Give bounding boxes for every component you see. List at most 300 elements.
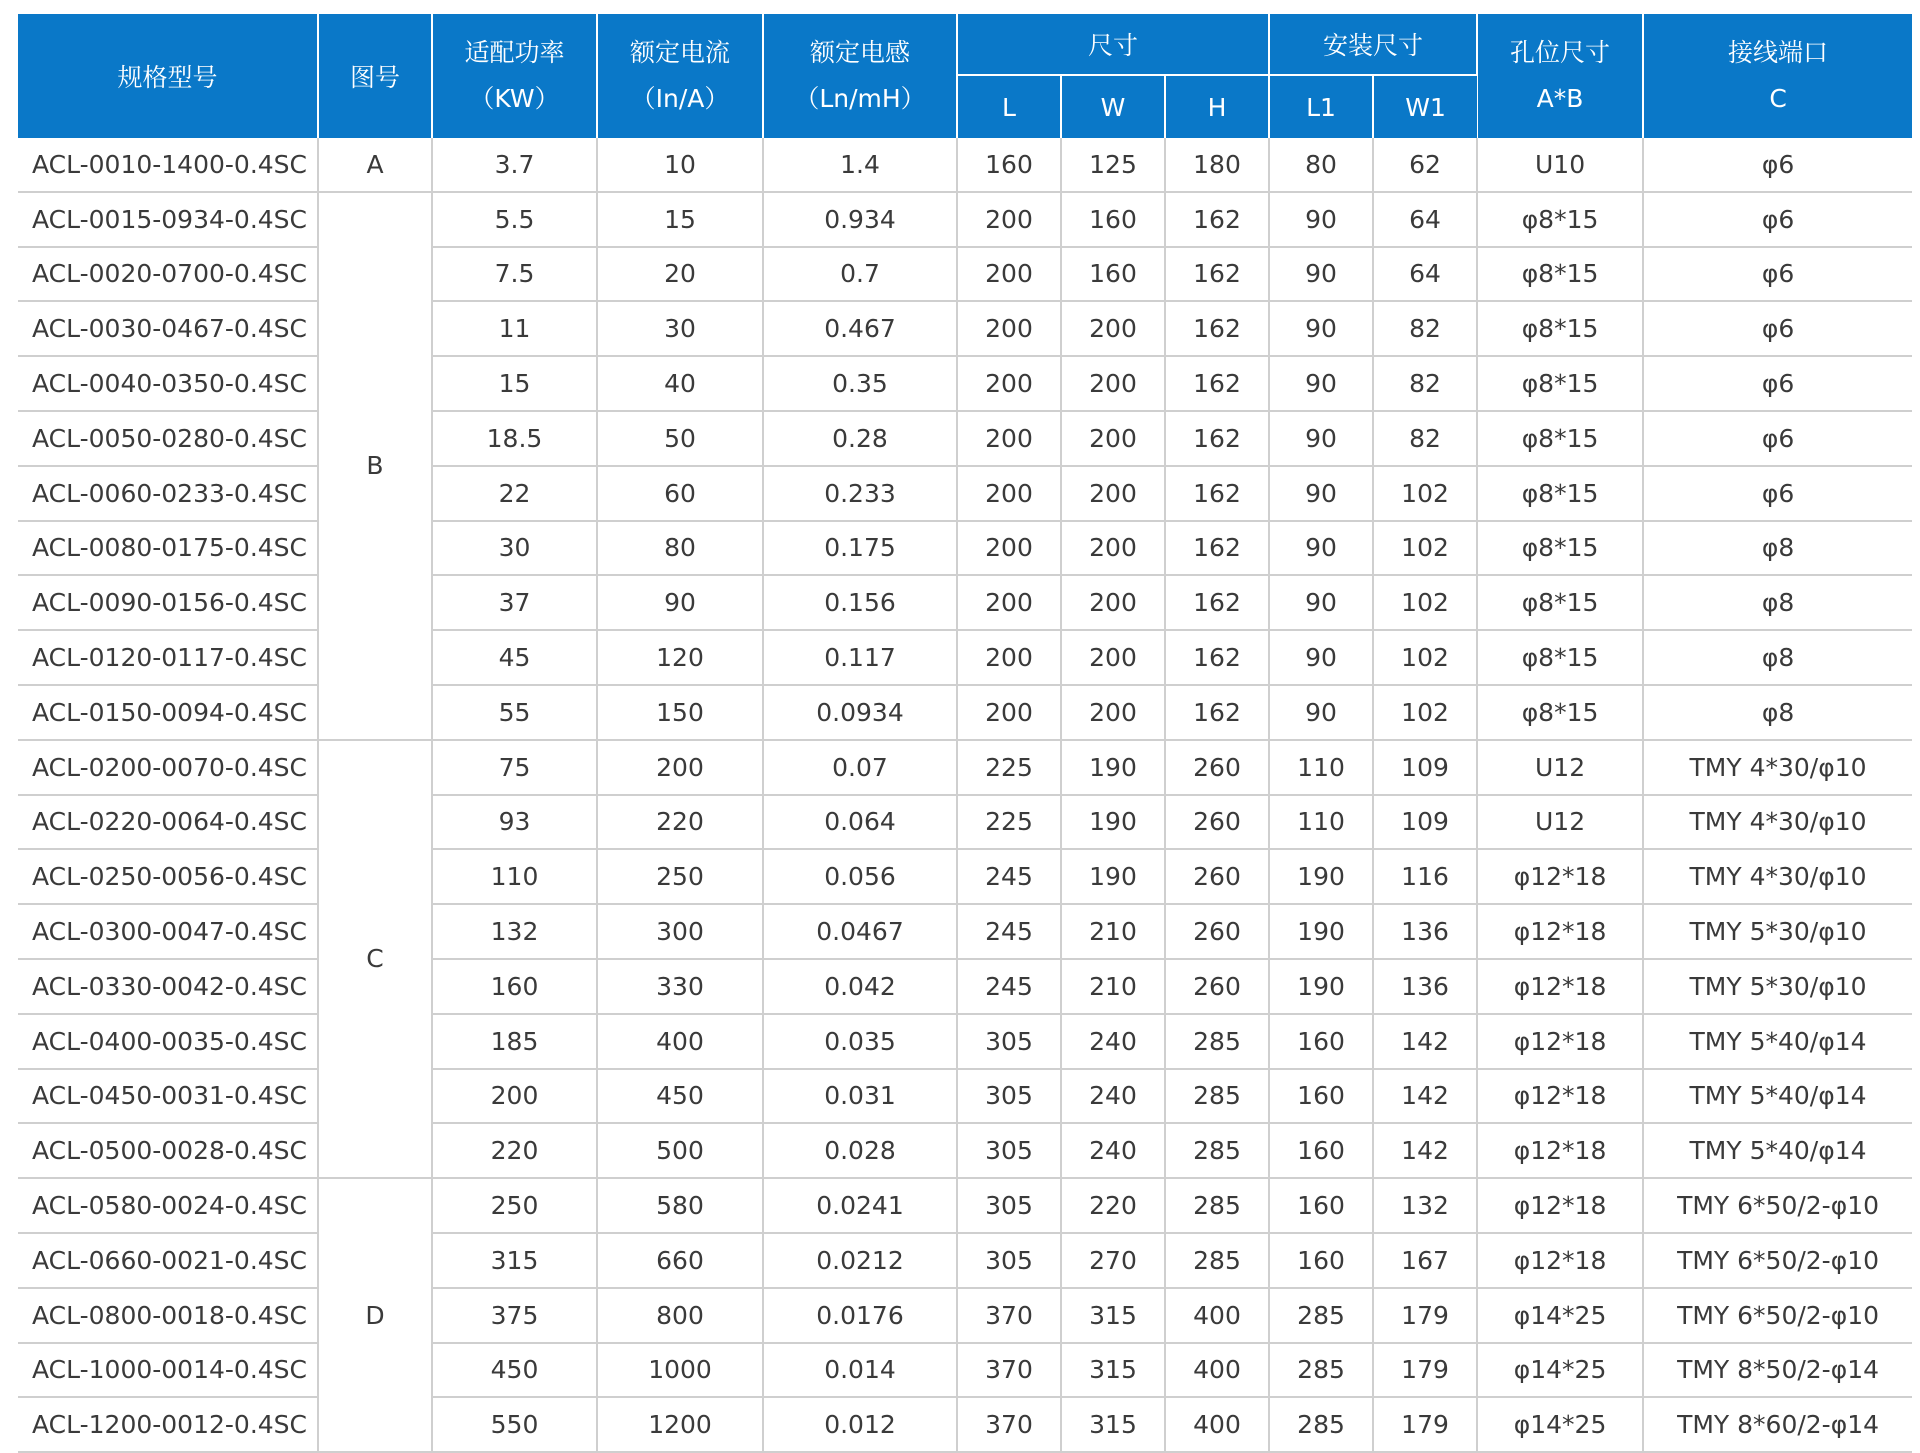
cell-terminal: TMY 5*40/φ14: [1643, 1014, 1912, 1069]
cell-install-w1: 82: [1373, 411, 1477, 466]
cell-size-w: 220: [1061, 1178, 1165, 1233]
table-row: [18, 959, 1912, 1014]
cell-power: 250: [432, 1178, 597, 1233]
cell-install-w1: 136: [1373, 904, 1477, 959]
cell-install-w1: 179: [1373, 1397, 1477, 1452]
cell-install-l1: 190: [1269, 849, 1373, 904]
cell-terminal: TMY 6*50/2-φ10: [1643, 1178, 1912, 1233]
cell-hole: φ12*18: [1477, 1069, 1643, 1124]
cell-inductance: 0.028: [763, 1123, 957, 1178]
cell-hole: φ14*25: [1477, 1288, 1643, 1343]
cell-size-w: 270: [1061, 1233, 1165, 1288]
cell-install-l1: 285: [1269, 1288, 1373, 1343]
cell-install-l1: 110: [1269, 740, 1373, 795]
cell-install-l1: 160: [1269, 1014, 1373, 1069]
cell-size-h: 285: [1165, 1014, 1269, 1069]
cell-install-w1: 102: [1373, 685, 1477, 740]
table-row: [18, 247, 1912, 302]
cell-install-l1: 160: [1269, 1123, 1373, 1178]
cell-inductance: 0.156: [763, 575, 957, 630]
table-row: [18, 740, 1912, 795]
table-body: [18, 138, 1912, 1452]
cell-size-l: 200: [957, 356, 1061, 411]
table-row: [18, 685, 1912, 740]
cell-install-l1: 285: [1269, 1397, 1373, 1452]
cell-terminal: φ8: [1643, 630, 1912, 685]
cell-install-l1: 160: [1269, 1233, 1373, 1288]
cell-model: ACL-0400-0035-0.4SC: [18, 1014, 318, 1069]
table-row: [18, 192, 1912, 247]
cell-power: 55: [432, 685, 597, 740]
cell-terminal: φ8: [1643, 521, 1912, 576]
cell-size-w: 315: [1061, 1397, 1165, 1452]
cell-size-h: 162: [1165, 411, 1269, 466]
header-size-w: W: [1061, 75, 1165, 138]
cell-current: 80: [597, 521, 763, 576]
cell-current: 50: [597, 411, 763, 466]
cell-hole: φ8*15: [1477, 411, 1643, 466]
cell-size-h: 162: [1165, 521, 1269, 576]
cell-power: 45: [432, 630, 597, 685]
table-row: [18, 904, 1912, 959]
header-model: 规格型号: [18, 14, 318, 138]
header-install: 安装尺寸: [1269, 14, 1477, 75]
cell-model: ACL-1000-0014-0.4SC: [18, 1343, 318, 1398]
cell-size-h: 260: [1165, 904, 1269, 959]
cell-hole: φ8*15: [1477, 575, 1643, 630]
cell-power: 37: [432, 575, 597, 630]
spec-table-container: [18, 14, 1912, 1453]
cell-install-l1: 110: [1269, 795, 1373, 850]
cell-figure: B: [318, 192, 432, 740]
cell-size-h: 162: [1165, 356, 1269, 411]
cell-install-l1: 90: [1269, 575, 1373, 630]
cell-power: 110: [432, 849, 597, 904]
cell-terminal: φ6: [1643, 301, 1912, 356]
cell-power: 185: [432, 1014, 597, 1069]
spec-table: [18, 14, 1912, 1453]
cell-install-w1: 102: [1373, 521, 1477, 576]
cell-terminal: TMY 5*40/φ14: [1643, 1123, 1912, 1178]
cell-size-h: 400: [1165, 1343, 1269, 1398]
cell-install-w1: 109: [1373, 740, 1477, 795]
cell-terminal: φ8: [1643, 685, 1912, 740]
cell-inductance: 0.28: [763, 411, 957, 466]
cell-size-w: 240: [1061, 1014, 1165, 1069]
cell-model: ACL-0250-0056-0.4SC: [18, 849, 318, 904]
cell-install-w1: 116: [1373, 849, 1477, 904]
cell-size-w: 315: [1061, 1288, 1165, 1343]
cell-size-l: 200: [957, 685, 1061, 740]
cell-terminal: TMY 5*40/φ14: [1643, 1069, 1912, 1124]
cell-inductance: 0.035: [763, 1014, 957, 1069]
cell-size-l: 200: [957, 630, 1061, 685]
header-install-w1: W1: [1373, 75, 1477, 138]
cell-model: ACL-0450-0031-0.4SC: [18, 1069, 318, 1124]
table-row: [18, 575, 1912, 630]
cell-size-h: 162: [1165, 301, 1269, 356]
cell-power: 5.5: [432, 192, 597, 247]
cell-size-w: 200: [1061, 466, 1165, 521]
cell-hole: φ8*15: [1477, 630, 1643, 685]
cell-terminal: φ6: [1643, 356, 1912, 411]
cell-current: 40: [597, 356, 763, 411]
table-row: [18, 356, 1912, 411]
cell-terminal: φ6: [1643, 247, 1912, 302]
cell-current: 250: [597, 849, 763, 904]
cell-size-l: 200: [957, 575, 1061, 630]
cell-current: 30: [597, 301, 763, 356]
header-size-l: L: [957, 75, 1061, 138]
cell-model: ACL-1200-0012-0.4SC: [18, 1397, 318, 1452]
cell-hole: U12: [1477, 795, 1643, 850]
cell-install-w1: 64: [1373, 247, 1477, 302]
cell-size-l: 200: [957, 411, 1061, 466]
cell-size-l: 225: [957, 740, 1061, 795]
cell-inductance: 0.7: [763, 247, 957, 302]
cell-size-l: 200: [957, 521, 1061, 576]
cell-terminal: TMY 5*30/φ10: [1643, 904, 1912, 959]
cell-size-l: 305: [957, 1178, 1061, 1233]
cell-hole: φ12*18: [1477, 849, 1643, 904]
cell-hole: φ8*15: [1477, 356, 1643, 411]
cell-model: ACL-0660-0021-0.4SC: [18, 1233, 318, 1288]
cell-size-h: 162: [1165, 466, 1269, 521]
cell-size-w: 190: [1061, 795, 1165, 850]
cell-inductance: 1.4: [763, 138, 957, 192]
header-figure: 图号: [318, 14, 432, 138]
cell-size-l: 160: [957, 138, 1061, 192]
cell-size-w: 190: [1061, 740, 1165, 795]
cell-size-w: 210: [1061, 959, 1165, 1014]
cell-inductance: 0.012: [763, 1397, 957, 1452]
cell-size-l: 200: [957, 192, 1061, 247]
cell-inductance: 0.117: [763, 630, 957, 685]
cell-terminal: φ6: [1643, 411, 1912, 466]
cell-power: 220: [432, 1123, 597, 1178]
cell-hole: φ8*15: [1477, 466, 1643, 521]
cell-power: 18.5: [432, 411, 597, 466]
cell-install-w1: 167: [1373, 1233, 1477, 1288]
cell-size-h: 285: [1165, 1233, 1269, 1288]
cell-terminal: TMY 8*50/2-φ14: [1643, 1343, 1912, 1398]
cell-inductance: 0.175: [763, 521, 957, 576]
cell-size-h: 162: [1165, 192, 1269, 247]
table-row: [18, 849, 1912, 904]
cell-model: ACL-0150-0094-0.4SC: [18, 685, 318, 740]
cell-install-w1: 179: [1373, 1288, 1477, 1343]
cell-install-w1: 102: [1373, 466, 1477, 521]
cell-install-l1: 160: [1269, 1069, 1373, 1124]
cell-install-w1: 102: [1373, 575, 1477, 630]
cell-inductance: 0.056: [763, 849, 957, 904]
header-install-l1: L1: [1269, 75, 1373, 138]
cell-size-l: 245: [957, 849, 1061, 904]
cell-install-w1: 102: [1373, 630, 1477, 685]
cell-size-h: 260: [1165, 795, 1269, 850]
cell-terminal: φ6: [1643, 138, 1912, 192]
cell-install-l1: 190: [1269, 959, 1373, 1014]
cell-install-w1: 136: [1373, 959, 1477, 1014]
cell-power: 132: [432, 904, 597, 959]
table-row: [18, 795, 1912, 850]
cell-model: ACL-0330-0042-0.4SC: [18, 959, 318, 1014]
cell-hole: φ8*15: [1477, 247, 1643, 302]
cell-size-h: 285: [1165, 1069, 1269, 1124]
cell-current: 200: [597, 740, 763, 795]
cell-power: 22: [432, 466, 597, 521]
cell-inductance: 0.064: [763, 795, 957, 850]
cell-model: ACL-0090-0156-0.4SC: [18, 575, 318, 630]
cell-current: 150: [597, 685, 763, 740]
cell-current: 800: [597, 1288, 763, 1343]
cell-terminal: φ8: [1643, 575, 1912, 630]
table-row: [18, 1343, 1912, 1398]
cell-install-l1: 90: [1269, 301, 1373, 356]
cell-hole: φ12*18: [1477, 1233, 1643, 1288]
cell-inductance: 0.0212: [763, 1233, 957, 1288]
cell-inductance: 0.233: [763, 466, 957, 521]
cell-install-l1: 90: [1269, 630, 1373, 685]
cell-size-h: 162: [1165, 685, 1269, 740]
cell-hole: φ8*15: [1477, 192, 1643, 247]
table-row: [18, 301, 1912, 356]
cell-size-w: 315: [1061, 1343, 1165, 1398]
cell-size-h: 285: [1165, 1178, 1269, 1233]
cell-size-l: 370: [957, 1288, 1061, 1343]
cell-size-w: 200: [1061, 685, 1165, 740]
cell-power: 7.5: [432, 247, 597, 302]
cell-terminal: φ6: [1643, 466, 1912, 521]
header-size-h: H: [1165, 75, 1269, 138]
cell-size-h: 260: [1165, 849, 1269, 904]
cell-current: 450: [597, 1069, 763, 1124]
cell-model: ACL-0200-0070-0.4SC: [18, 740, 318, 795]
cell-model: ACL-0020-0700-0.4SC: [18, 247, 318, 302]
cell-size-l: 305: [957, 1123, 1061, 1178]
cell-size-w: 200: [1061, 301, 1165, 356]
cell-current: 90: [597, 575, 763, 630]
table-row: [18, 1233, 1912, 1288]
cell-model: ACL-0060-0233-0.4SC: [18, 466, 318, 521]
cell-size-w: 200: [1061, 356, 1165, 411]
cell-model: ACL-0080-0175-0.4SC: [18, 521, 318, 576]
cell-model: ACL-0220-0064-0.4SC: [18, 795, 318, 850]
cell-current: 15: [597, 192, 763, 247]
cell-install-w1: 82: [1373, 356, 1477, 411]
cell-install-w1: 62: [1373, 138, 1477, 192]
cell-size-w: 200: [1061, 521, 1165, 576]
cell-hole: φ14*25: [1477, 1397, 1643, 1452]
cell-model: ACL-0500-0028-0.4SC: [18, 1123, 318, 1178]
cell-terminal: TMY 8*60/2-φ14: [1643, 1397, 1912, 1452]
table-row: [18, 521, 1912, 576]
cell-terminal: TMY 4*30/φ10: [1643, 849, 1912, 904]
table-row: [18, 1069, 1912, 1124]
cell-model: ACL-0015-0934-0.4SC: [18, 192, 318, 247]
cell-current: 580: [597, 1178, 763, 1233]
cell-current: 1200: [597, 1397, 763, 1452]
header-terminal: 接线端口 C: [1643, 14, 1912, 138]
cell-model: ACL-0030-0467-0.4SC: [18, 301, 318, 356]
cell-power: 160: [432, 959, 597, 1014]
cell-current: 400: [597, 1014, 763, 1069]
cell-hole: φ8*15: [1477, 521, 1643, 576]
cell-install-l1: 90: [1269, 247, 1373, 302]
cell-install-w1: 179: [1373, 1343, 1477, 1398]
cell-hole: φ8*15: [1477, 301, 1643, 356]
cell-current: 220: [597, 795, 763, 850]
table-row: [18, 630, 1912, 685]
header-power: 适配功率 （KW）: [432, 14, 597, 138]
cell-model: ACL-0300-0047-0.4SC: [18, 904, 318, 959]
cell-size-w: 240: [1061, 1123, 1165, 1178]
cell-size-w: 160: [1061, 192, 1165, 247]
cell-size-h: 162: [1165, 630, 1269, 685]
cell-power: 30: [432, 521, 597, 576]
table-row: [18, 1288, 1912, 1343]
cell-size-l: 200: [957, 247, 1061, 302]
cell-install-w1: 64: [1373, 192, 1477, 247]
cell-terminal: TMY 6*50/2-φ10: [1643, 1288, 1912, 1343]
cell-model: ACL-0040-0350-0.4SC: [18, 356, 318, 411]
cell-inductance: 0.031: [763, 1069, 957, 1124]
cell-install-l1: 90: [1269, 411, 1373, 466]
cell-power: 450: [432, 1343, 597, 1398]
cell-size-l: 305: [957, 1014, 1061, 1069]
cell-power: 75: [432, 740, 597, 795]
cell-model: ACL-0800-0018-0.4SC: [18, 1288, 318, 1343]
cell-power: 200: [432, 1069, 597, 1124]
cell-terminal: TMY 5*30/φ10: [1643, 959, 1912, 1014]
cell-hole: φ8*15: [1477, 685, 1643, 740]
cell-install-l1: 80: [1269, 138, 1373, 192]
cell-size-l: 370: [957, 1397, 1061, 1452]
table-row: [18, 466, 1912, 521]
cell-power: 11: [432, 301, 597, 356]
cell-inductance: 0.0934: [763, 685, 957, 740]
cell-size-h: 162: [1165, 575, 1269, 630]
cell-power: 3.7: [432, 138, 597, 192]
cell-size-h: 400: [1165, 1397, 1269, 1452]
cell-install-w1: 142: [1373, 1014, 1477, 1069]
cell-size-h: 162: [1165, 247, 1269, 302]
header-size: 尺寸: [957, 14, 1269, 75]
cell-terminal: φ6: [1643, 192, 1912, 247]
cell-terminal: TMY 4*30/φ10: [1643, 740, 1912, 795]
cell-hole: φ12*18: [1477, 1178, 1643, 1233]
cell-size-h: 260: [1165, 740, 1269, 795]
cell-current: 10: [597, 138, 763, 192]
cell-size-w: 160: [1061, 247, 1165, 302]
cell-size-h: 400: [1165, 1288, 1269, 1343]
cell-current: 300: [597, 904, 763, 959]
cell-size-l: 225: [957, 795, 1061, 850]
cell-size-w: 125: [1061, 138, 1165, 192]
cell-current: 20: [597, 247, 763, 302]
cell-inductance: 0.07: [763, 740, 957, 795]
cell-install-w1: 109: [1373, 795, 1477, 850]
cell-size-w: 240: [1061, 1069, 1165, 1124]
cell-model: ACL-0580-0024-0.4SC: [18, 1178, 318, 1233]
cell-size-h: 260: [1165, 959, 1269, 1014]
cell-size-l: 200: [957, 466, 1061, 521]
table-row: [18, 1123, 1912, 1178]
cell-current: 500: [597, 1123, 763, 1178]
cell-terminal: TMY 6*50/2-φ10: [1643, 1233, 1912, 1288]
cell-size-l: 245: [957, 904, 1061, 959]
cell-install-l1: 285: [1269, 1343, 1373, 1398]
cell-size-h: 180: [1165, 138, 1269, 192]
table-row: [18, 138, 1912, 192]
cell-hole: U12: [1477, 740, 1643, 795]
cell-current: 660: [597, 1233, 763, 1288]
cell-size-w: 200: [1061, 411, 1165, 466]
cell-model: ACL-0010-1400-0.4SC: [18, 138, 318, 192]
cell-inductance: 0.042: [763, 959, 957, 1014]
cell-hole: φ12*18: [1477, 1123, 1643, 1178]
cell-size-w: 200: [1061, 575, 1165, 630]
cell-figure: D: [318, 1178, 432, 1452]
cell-size-l: 305: [957, 1069, 1061, 1124]
cell-install-l1: 90: [1269, 356, 1373, 411]
cell-inductance: 0.467: [763, 301, 957, 356]
cell-inductance: 0.0241: [763, 1178, 957, 1233]
cell-hole: φ14*25: [1477, 1343, 1643, 1398]
cell-current: 330: [597, 959, 763, 1014]
cell-inductance: 0.014: [763, 1343, 957, 1398]
cell-terminal: TMY 4*30/φ10: [1643, 795, 1912, 850]
table-row: [18, 411, 1912, 466]
cell-inductance: 0.35: [763, 356, 957, 411]
table-header: [18, 14, 1912, 138]
cell-inductance: 0.0467: [763, 904, 957, 959]
cell-hole: U10: [1477, 138, 1643, 192]
table-row: [18, 1397, 1912, 1452]
cell-inductance: 0.934: [763, 192, 957, 247]
cell-install-l1: 90: [1269, 466, 1373, 521]
cell-install-l1: 90: [1269, 192, 1373, 247]
cell-model: ACL-0050-0280-0.4SC: [18, 411, 318, 466]
cell-power: 375: [432, 1288, 597, 1343]
cell-power: 315: [432, 1233, 597, 1288]
cell-install-l1: 90: [1269, 521, 1373, 576]
header-current: 额定电流 （In/A）: [597, 14, 763, 138]
cell-figure: A: [318, 138, 432, 192]
cell-install-l1: 90: [1269, 685, 1373, 740]
header-hole: 孔位尺寸 A*B: [1477, 14, 1643, 138]
cell-install-l1: 190: [1269, 904, 1373, 959]
cell-install-w1: 132: [1373, 1178, 1477, 1233]
header-inductance: 额定电感 （Ln/mH）: [763, 14, 957, 138]
cell-size-w: 210: [1061, 904, 1165, 959]
cell-install-w1: 142: [1373, 1123, 1477, 1178]
table-row: [18, 1014, 1912, 1069]
cell-size-w: 190: [1061, 849, 1165, 904]
cell-current: 120: [597, 630, 763, 685]
cell-install-w1: 142: [1373, 1069, 1477, 1124]
cell-inductance: 0.0176: [763, 1288, 957, 1343]
table-row: [18, 1178, 1912, 1233]
cell-size-l: 305: [957, 1233, 1061, 1288]
cell-current: 60: [597, 466, 763, 521]
cell-power: 93: [432, 795, 597, 850]
cell-model: ACL-0120-0117-0.4SC: [18, 630, 318, 685]
cell-hole: φ12*18: [1477, 1014, 1643, 1069]
cell-power: 15: [432, 356, 597, 411]
cell-size-l: 370: [957, 1343, 1061, 1398]
cell-power: 550: [432, 1397, 597, 1452]
